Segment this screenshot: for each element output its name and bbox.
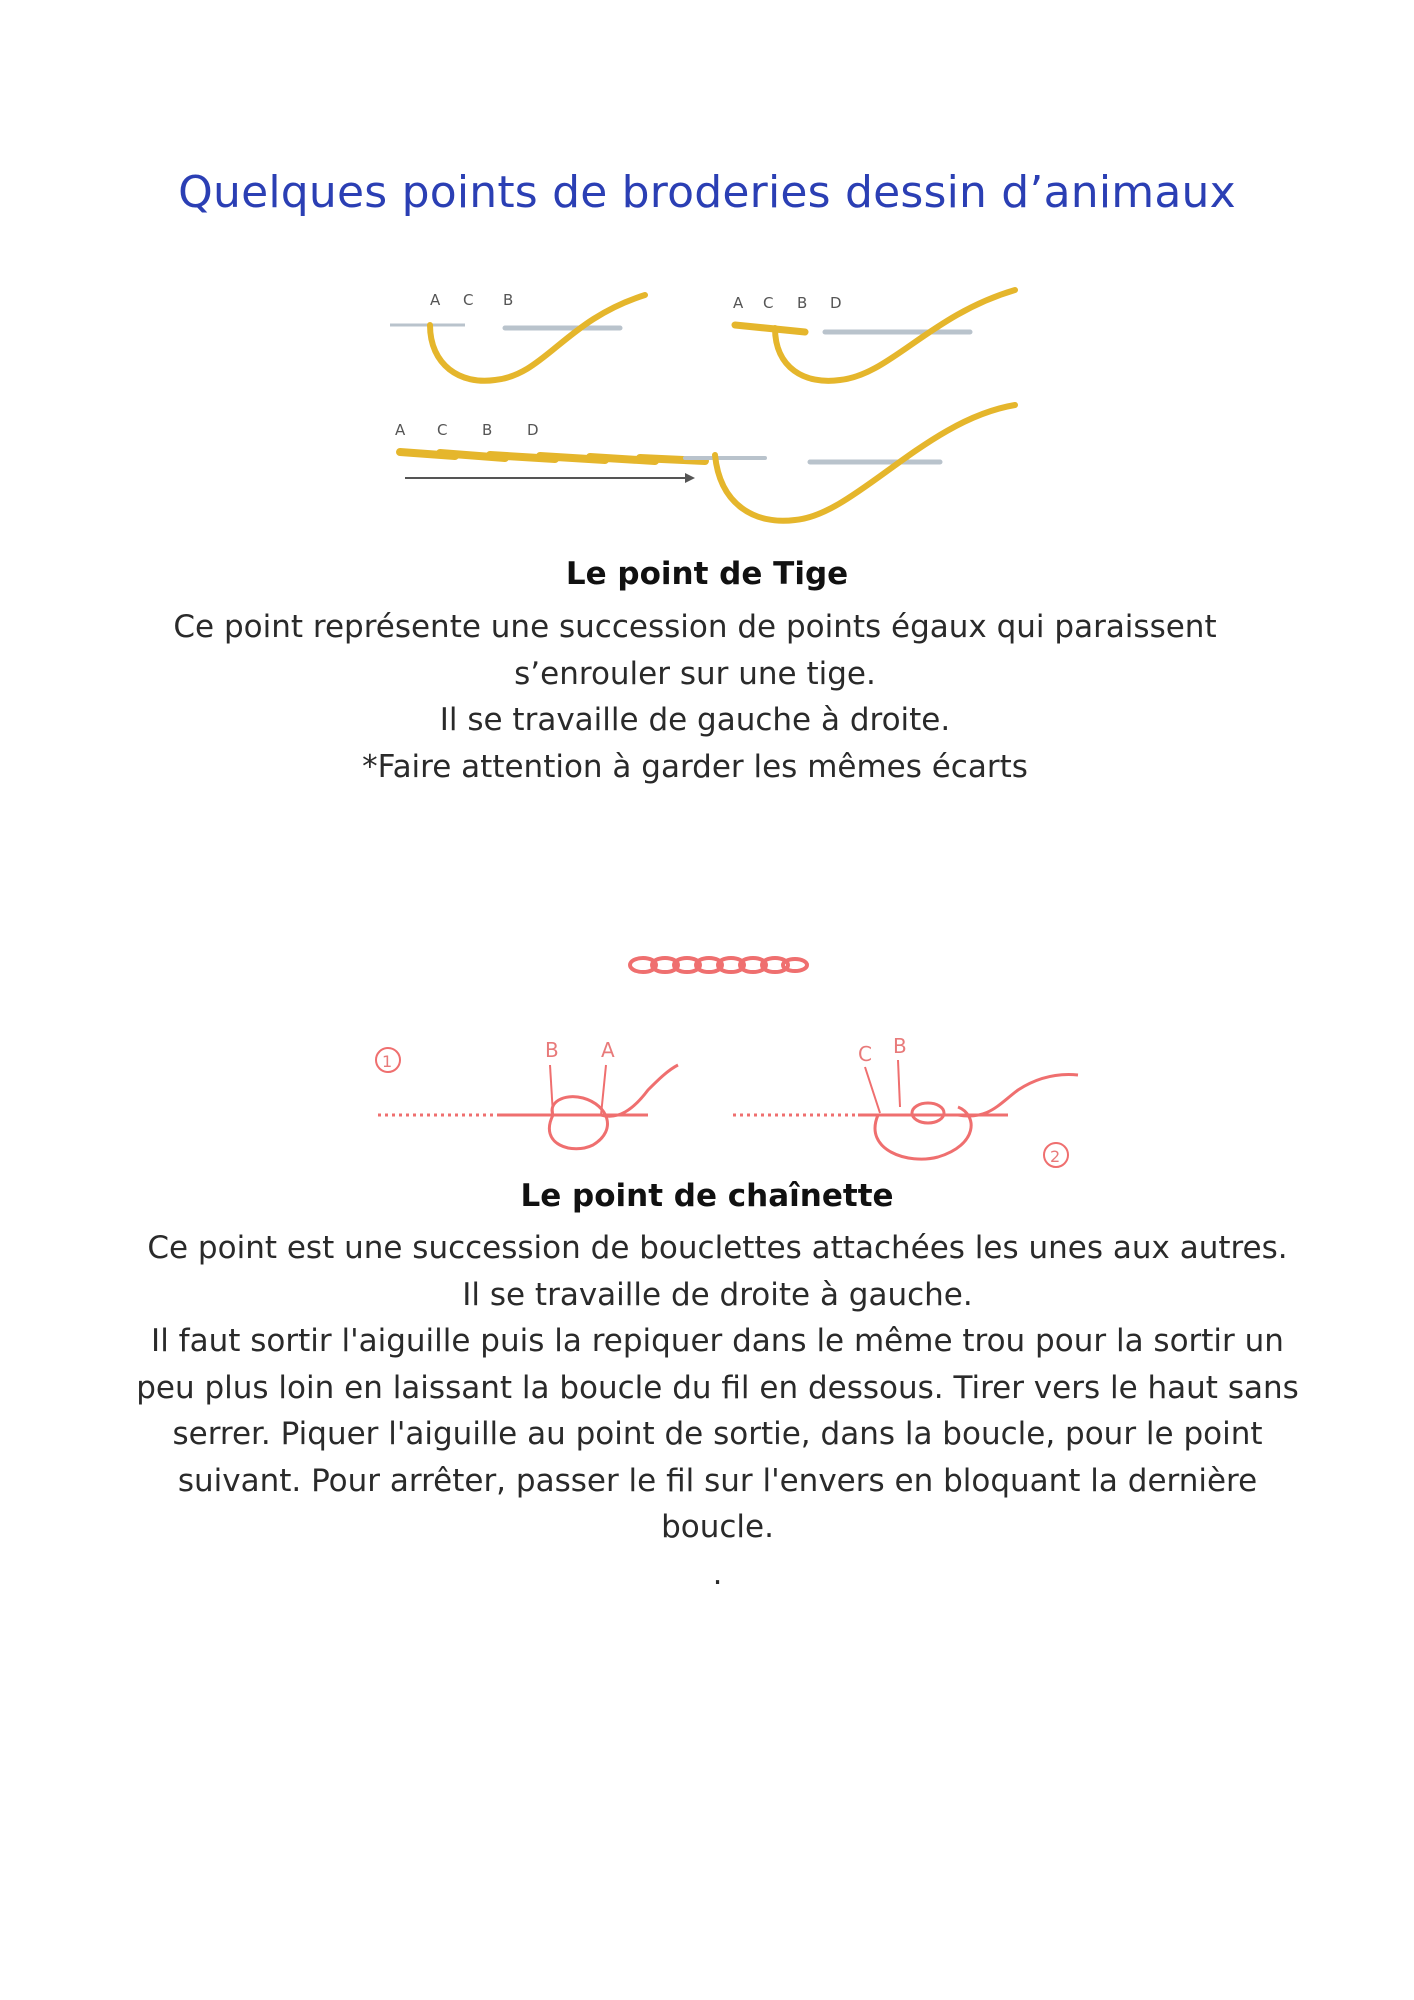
chain-stitch-heading: Le point de chaînette: [520, 1178, 894, 1214]
stem-line-1: Ce point représente une succession de points égaux qui paraissent: [173, 609, 1217, 645]
stem-step1-label-a: A: [430, 291, 441, 309]
chain-stitch-illustration: [368, 1035, 1108, 1175]
chain-step2-label-c: C: [858, 1042, 872, 1066]
chain-stitch-sample: [625, 950, 825, 980]
stem-step2-label-d: D: [830, 294, 842, 312]
stem-step2-label-b: B: [797, 294, 808, 312]
chain-line-7: boucle.: [661, 1509, 774, 1545]
chain-step2-pointer-b: [898, 1060, 900, 1107]
stem-stitch-illustration: [385, 270, 1025, 545]
chain-step2-thread: [958, 1075, 1078, 1116]
stem-stitch-figure: [385, 270, 1025, 545]
stem-step2-stitch: [735, 325, 805, 332]
chain-line-8: .: [712, 1555, 723, 1592]
chain-step1-label-a: A: [601, 1038, 615, 1062]
chain-step2-label-b: B: [893, 1035, 907, 1058]
stem-step3-arrowhead: [685, 473, 695, 483]
chain-step2-number: 2: [1050, 1147, 1061, 1166]
page-title: Quelques points de broderies dessin d’animaux: [178, 167, 1236, 219]
chain-line-2: Il se travaille de droite à gauche.: [462, 1276, 973, 1313]
chain-step2-pointer-c: [865, 1067, 880, 1113]
stem-step3-label-d: D: [527, 421, 539, 439]
stem-step2-label-c: C: [763, 294, 774, 312]
chain-line-6: suivant. Pour arrêter, passer le fil sur l'envers en bloquant la dernière: [177, 1462, 1258, 1499]
stem-step1-label-b: B: [503, 291, 514, 309]
chain-stitch-description: [100, 1225, 1335, 1597]
stem-step2-thread: [775, 290, 1015, 381]
stem-step3-stitches: [400, 452, 705, 461]
stem-step3-label-b: B: [482, 421, 493, 439]
chain-stitch-figure: [368, 1035, 1108, 1175]
stem-line-2: s’enrouler sur une tige.: [514, 655, 876, 692]
chain-step1-label-b: B: [545, 1038, 559, 1062]
chain-step1-thread: [601, 1065, 678, 1116]
stem-line-4: *Faire attention à garder les mêmes écarts: [362, 748, 1028, 785]
stem-step3-label-c: C: [437, 421, 448, 439]
stem-line-3: Il se travaille de gauche à droite.: [439, 702, 951, 738]
chain-line-4: peu plus loin en laissant la boucle du fil en dessous. Tirer vers le haut sans: [136, 1369, 1299, 1406]
chain-step1-loop: [549, 1097, 607, 1149]
stem-step3-label-a: A: [395, 421, 406, 439]
stem-step1-label-c: C: [463, 291, 474, 309]
stem-step2-label-a: A: [733, 294, 744, 312]
stem-stitch-heading: Le point de Tige: [565, 556, 849, 592]
chain-step2-knot: [912, 1103, 944, 1123]
stem-stitch-description: [100, 604, 1290, 790]
chain-line-3: Il faut sortir l'aiguille puis la repiquer dans le même trou pour la sortir un: [151, 1323, 1284, 1359]
chain-line-1: Ce point est une succession de bouclettes attachées les unes aux autres.: [147, 1230, 1288, 1266]
chain-sample-svg: [625, 950, 825, 980]
chain-step1-number: 1: [382, 1052, 393, 1071]
chain-line-5: serrer. Piquer l'aiguille au point de sortie, dans la boucle, pour le point: [172, 1416, 1263, 1452]
